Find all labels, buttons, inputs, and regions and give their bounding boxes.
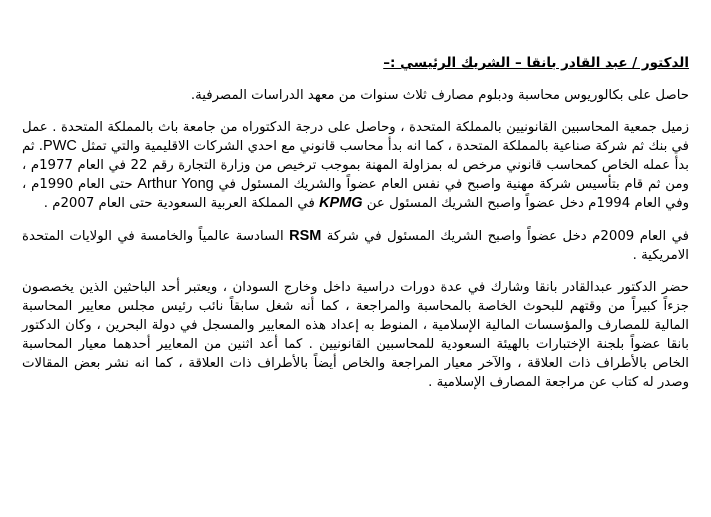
section-heading: الدكتور / عبد القادر بانقا – الشريك الرئيسي :– (383, 55, 689, 71)
paragraph-career (22, 118, 689, 213)
brand-rsm: RSM (289, 228, 322, 244)
paragraph-research: حضر الدكتور عبدالقادر بانقا وشارك في عدة دورات دراسية داخل وخارج السودان ، ويعتبر أحد الباحثين الذين يخصصون جزءاً كبيراً من وقتهم للبحوث الخاصة بالمحاسبة والمراجعة ، كما أنه شغل سابقاً نائب رئيس مجلس معايير المحاسبة المالية للمصارف والمؤسسات المالية الإسلامية ، المنوط به إعداد هذه المعايير والمسجل في دولة البحرين ، وكان الدكتور بانقا عضواً بلجنة الإختبارات بالهيئة السعودية للمحاسبين القانونيين . كما أعد اثنين من المعايير أحدهما معيار المحاسبة الخاص بالأطراف ذات العلاقة ، والآخر معيار المراجعة والخاص أيضاً بالأطراف ذات العلاقة ، كما انه نشر بعض المقالات وصدر له كتاب عن مراجعة المصارف الإسلامية . (22, 280, 689, 390)
paragraph-education: حاصل على بكالوريوس محاسبة ودبلوم مصارف ثلاث سنوات من معهد الدراسات المصرفية. (190, 88, 689, 103)
brand-pwc: PWC (43, 138, 77, 154)
document-body (22, 54, 689, 421)
career-text-1: زميل جمعية المحاسبين القانونيين بالمملكة المتحدة ، وحاصل على درجة الدكتوراه من جامعة باث بالمملكة المتحدة . عمل في بنك ثم شركة صناعية بالمملكة المتحدة ، كما انه بدأ محاسب قانوني مع احدي الشركات الاقليمية والتي تمثل (22, 120, 689, 154)
brand-arthur-yong: Arthur Yong (137, 176, 214, 192)
rsm-text-1: في العام 2009م دخل عضواً واصبح الشريك المسئول في شركة (321, 229, 690, 244)
rsm-text-2: السادسة عالمياً والخامسة في الولايات المتحدة الامريكية . (22, 229, 689, 263)
paragraph-rsm (22, 227, 689, 265)
career-text-2: . ثم بدأ عمله الخاص كمحاسب قانوني مرخص له بمزاولة المهنة بموجب ترخيص من وزارة التجارة رقم 22 في العام 1977م ، ومن ثم قام بتأسيس شركة مهنية واصبح في نفس العام عضواً والشريك المسئول في (22, 139, 689, 192)
brand-kpmg: KPMG (319, 195, 363, 211)
career-text-3: حتى العام 1990م ، وفي العام 1994م دخل عضواً واصبح الشريك المسئول عن (22, 177, 689, 211)
career-text-4: في المملكة العربية السعودية حتى العام 2007م . (43, 196, 320, 211)
